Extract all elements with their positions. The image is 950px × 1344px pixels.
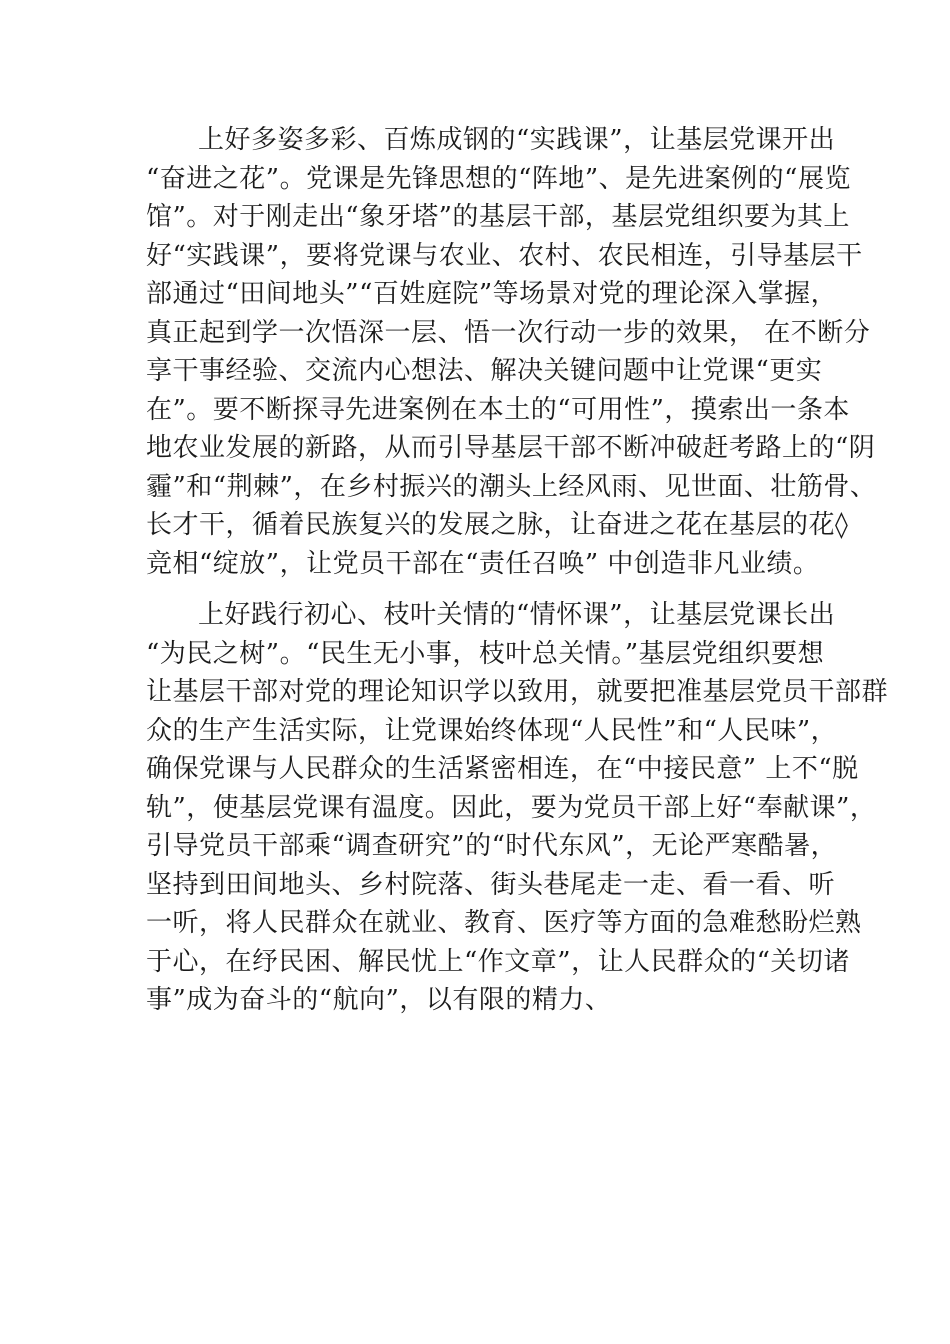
paragraph-line: “奋进之花”。党课是先锋思想的“阵地”、是先进案例的“展览	[146, 163, 851, 194]
paragraph-line: 真正起到学一次悟深一层、悟一次行动一步的效果， 在不断分	[146, 317, 871, 348]
paragraph-line: “为民之树”。“民生无小事，枝叶总关情。”基层党组织要想	[146, 638, 825, 669]
paragraph-line: 好“实践课”，要将党课与农业、农村、农民相连，引导基层干	[146, 240, 863, 271]
paragraph-line: 霾”和“荆棘”，在乡村振兴的潮头上经风雨、见世面、壮筋骨、	[146, 471, 877, 502]
paragraph-line: 于心，在纾民困、解民忧上“作文章”，让人民群众的“关切诸	[146, 946, 850, 977]
paragraph-line: 部通过“田间地头”“百姓庭院”等场景对党的理论深入掌握，	[146, 279, 838, 309]
paragraph-line: 在”。要不断探寻先进案例在本土的“可用性”，摸索出一条本	[146, 394, 850, 425]
paragraph-line: 众的生产生活实际，让党课始终体现“人民性”和“人民味”，	[146, 715, 838, 746]
paragraph-sentiment-course	[146, 596, 889, 1020]
paragraph-line: 上好多姿多彩、百炼成钢的“实践课”，让基层党课开出	[198, 125, 836, 155]
paragraph-line: 引导党员干部乘“调查研究”的“时代东风”，无论严寒酷暑，	[146, 831, 838, 861]
paragraph-line: 确保党课与人民群众的生活紧密相连，在“中接民意” 上不“脱	[146, 754, 859, 784]
paragraph-line: 坚持到田间地头、乡村院落、街头巷尾走一走、看一看、听	[146, 869, 836, 900]
paragraph-line: 让基层干部对党的理论知识学以致用，就要把准基层党员干部群	[146, 677, 889, 707]
paragraph-line: 竞相“绽放”，让党员干部在“责任召唤” 中创造非凡业绩。	[146, 548, 820, 579]
paragraph-line: 馆”。对于刚走出“象牙塔”的基层干部，基层党组织要为其上	[146, 202, 850, 232]
paragraph-practice-course	[146, 121, 877, 583]
paragraph-line: 地农业发展的新路，从而引导基层干部不断冲破赶考路上的“阴	[146, 433, 876, 463]
paragraph-line: 长才干，循着民族复兴的发展之脉，让奋进之花在基层的花◊	[146, 510, 849, 540]
paragraph-line: 享干事经验、交流内心想法、解决关键问题中让党课“更实	[146, 356, 823, 386]
paragraph-line: 一听，将人民群众在就业、教育、医疗等方面的急难愁盼烂熟	[146, 908, 862, 938]
paragraph-line: 轨”，使基层党课有温度。因此，要为党员干部上好“奉献课”，	[146, 792, 877, 823]
paragraph-line: 事”成为奋斗的“航向”，以有限的精力、	[146, 985, 612, 1015]
paragraph-line: 上好践行初心、枝叶关情的“情怀课”，让基层党课长出	[198, 600, 836, 630]
